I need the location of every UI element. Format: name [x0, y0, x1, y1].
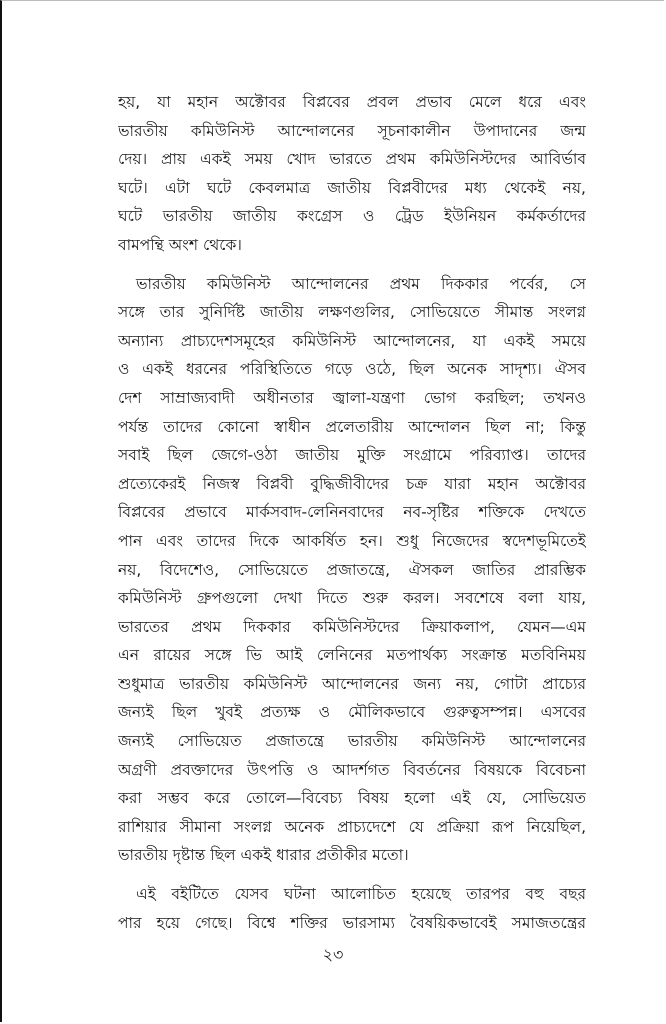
text-line: করা সম্ভব করে তোলে—বিবেচ্য বিষয় হলো এই যে, সোভিয়েত	[118, 789, 586, 808]
text-line: সঙ্গে তার সুনির্দিষ্ট জাতীয় লক্ষণগুলির, সোভিয়েতে সীমান্ত সংলগ্ন	[118, 303, 586, 322]
paragraph-1	[118, 88, 586, 260]
text-line: ভারতীয় কমিউনিস্ট আন্দোলনের সূচনাকালীন উপাদানের জন্ম	[118, 121, 586, 140]
paragraph-3	[118, 880, 586, 937]
text-line: ভারতীয় কমিউনিস্ট আন্দোলনের প্রথম দিককার পর্বের, সে	[136, 274, 586, 293]
document-body	[118, 88, 586, 937]
text-line: বিপ্লবের প্রভাবে মার্কসবাদ-লেনিনবাদের নব-সৃষ্টির শক্তিকে দেখতে	[118, 503, 586, 522]
text-line: ভারতের প্রথম দিককার কমিউনিস্টদের ক্রিয়াকলাপ, যেমন—এম	[118, 617, 586, 636]
text-line: এই বইটিতে যেসব ঘটনা আলোচিত হয়েছে তারপর বহু বছর	[136, 885, 586, 904]
text-line: প্রত্যেকেরই নিজস্ব বিপ্লবী বুদ্ধিজীবীদের চক্র যারা মহান অক্টোবর	[118, 474, 586, 493]
text-line: নয়, বিদেশেও, সোভিয়েতে প্রজাতন্ত্রে, ঐসকল জাতির প্রারম্ভিক	[118, 560, 586, 579]
text-line: সবাই ছিল জেগে-ওঠা জাতীয় মুক্তি সংগ্রামে পরিব্যাপ্ত। তাদের	[118, 446, 586, 465]
text-line: ও একই ধরনের পরিস্থিতিতে গড়ে ওঠে, ছিল অনেক সাদৃশ্য। ঐসব	[118, 360, 586, 379]
text-line: জন্যই সোভিয়েত প্রজাতন্ত্রে ভারতীয় কমিউনিস্ট আন্দোলনের	[118, 732, 586, 751]
text-line: এন রায়ের সঙ্গে ভি আই লেনিনের মতপার্থক্য সংক্রান্ত মতবিনিময়	[118, 646, 586, 665]
text-line: রাশিয়ার সীমানা সংলগ্ন অনেক প্রাচ্যদেশে যে প্রক্রিয়া রূপ নিয়েছিল,	[118, 817, 586, 836]
text-line: ঘটে। এটা ঘটে কেবলমাত্র জাতীয় বিপ্লবীদের মধ্য থেকেই নয়,	[118, 178, 586, 197]
text-line: দেশ সাম্রাজ্যবাদী অধীনতার জ্বালা-যন্ত্রণা ভোগ করছিল; তখনও	[118, 388, 586, 407]
text-line: শুধুমাত্র ভারতীয় কমিউনিস্ট আন্দোলনের জন্য নয়, গোটা প্রাচ্যের	[118, 674, 586, 693]
text-line: পর্যন্ত তাদের কোনো স্বাধীন প্রলেতারীয় আন্দোলন ছিল না; কিন্তু	[118, 417, 586, 436]
text-line: বামপন্থি অংশ থেকে।	[118, 235, 242, 254]
page-number: ২৩	[322, 945, 344, 964]
text-line: পার হয়ে গেছে। বিশ্বে শক্তির ভারসাম্য বৈষয়িকভাবেই সমাজতন্ত্রের	[118, 913, 586, 932]
text-line: জন্যই ছিল খুবই প্রত্যক্ষ ও মৌলিকভাবে গুরুত্বসম্পন্ন। এসবের	[118, 703, 586, 722]
text-line: হয়, যা মহান অক্টোবর বিপ্লবের প্রবল প্রভাব মেলে ধরে এবং	[118, 93, 586, 111]
text-line: দেয়। প্রায় একই সময় খোদ ভারতে প্রথম কমিউনিস্টদের আবির্ভাব	[118, 150, 586, 169]
text-line: ভারতীয় দৃষ্টান্ত ছিল একই ধারার প্রতীকীর মতো।	[118, 846, 409, 865]
text-line: ঘটে ভারতীয় জাতীয় কংগ্রেস ও ট্রেড ইউনিয়ন কর্মকর্তাদের	[118, 207, 586, 226]
text-line: অগ্রণী প্রবক্তাদের উৎপত্তি ও আদর্শগত বিবর্তনের বিষয়কে বিবেচনা	[118, 760, 586, 779]
text-line: অন্যান্য প্রাচ্যদেশসমূহের কমিউনিস্ট আন্দোলনের, যা একই সময়ে	[118, 331, 586, 350]
text-line: পান এবং তাদের দিকে আকর্ষিত হন। শুধু নিজেদের স্বদেশভূমিতেই	[118, 531, 586, 550]
paragraph-2	[118, 270, 586, 870]
text-line: কমিউনিস্ট গ্রুপগুলো দেখা দিতে শুরু করল। সবশেষে বলা যায়,	[118, 589, 586, 608]
